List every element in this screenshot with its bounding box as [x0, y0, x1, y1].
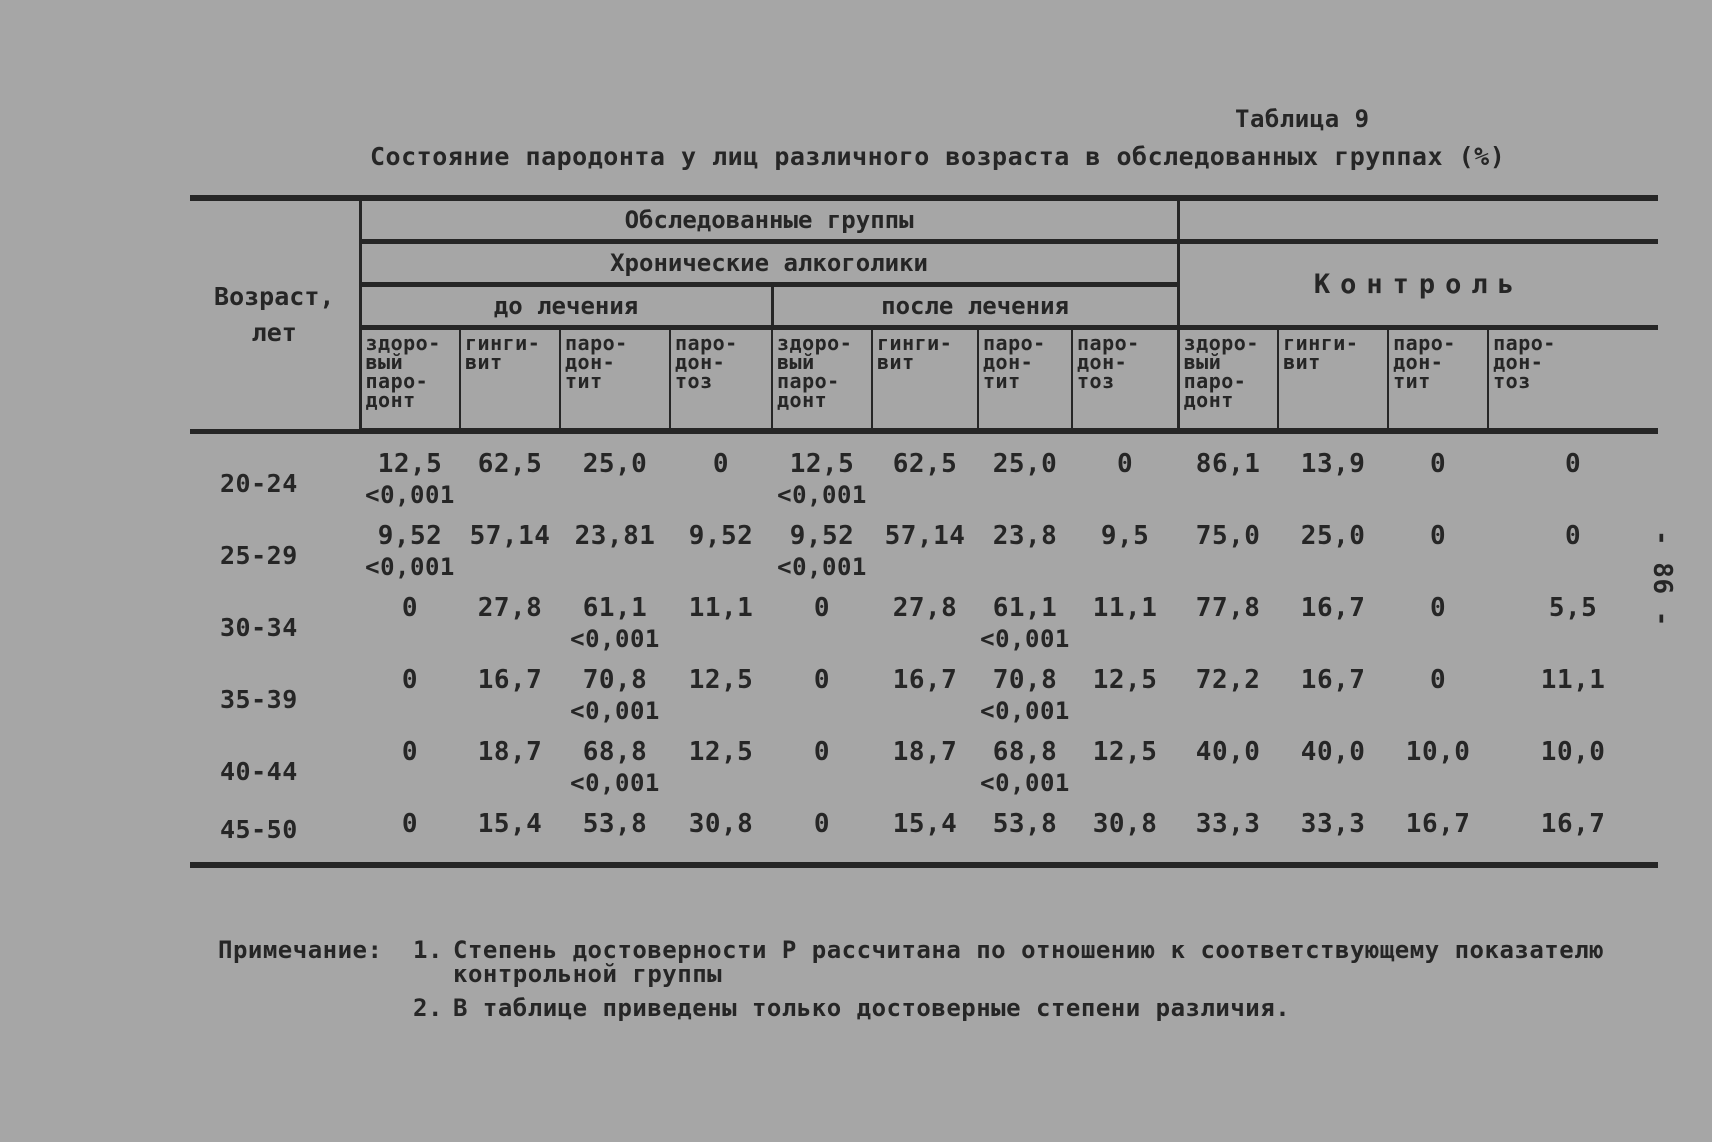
value-cell	[1278, 520, 1388, 592]
note-1	[218, 938, 1658, 986]
percent-value: 18,7	[892, 737, 958, 767]
age-cell: 45-50	[220, 815, 298, 844]
value-cell	[460, 664, 560, 736]
percent-value: 15,4	[892, 809, 958, 839]
value-cell	[460, 592, 560, 664]
percent-value: 9,52	[377, 521, 443, 551]
value-cell	[1178, 448, 1278, 520]
value-cell	[1072, 808, 1178, 852]
value-cell	[978, 664, 1072, 736]
p-value: <0,001	[365, 481, 455, 509]
column-header: паро- дон- тит	[978, 328, 1072, 432]
column-header: здоро- вый паро- донт	[360, 328, 460, 432]
p-value: <0,001	[570, 625, 660, 653]
value-cell	[1178, 592, 1278, 664]
column-header: паро- дон- тоз	[670, 328, 772, 432]
percent-value: 62,5	[477, 449, 543, 479]
column-header: паро- дон- тоз	[1488, 328, 1658, 432]
value-cell	[360, 448, 460, 520]
percent-value: 12,5	[377, 449, 443, 479]
value-cell	[872, 736, 978, 808]
value-cell	[772, 736, 872, 808]
percent-value: 0	[1430, 665, 1447, 695]
value-cell	[560, 808, 670, 852]
percent-value: 0	[813, 665, 831, 695]
percent-value: 10,0	[1405, 737, 1471, 767]
value-cell	[670, 592, 772, 664]
percent-value: 0	[401, 593, 419, 623]
after-treatment-header: после лечения	[772, 285, 1178, 328]
before-treatment-header: до лечения	[360, 285, 772, 328]
table-row	[190, 664, 1658, 736]
value-cell	[772, 448, 872, 520]
column-header: гинги- вит	[460, 328, 560, 432]
value-cell	[460, 808, 560, 852]
notes	[218, 938, 1658, 1030]
percent-value: 16,7	[477, 665, 543, 695]
column-header: гинги- вит	[1278, 328, 1388, 432]
p-value: <0,001	[365, 553, 455, 581]
note-2	[218, 996, 1658, 1020]
percent-value: 0	[1430, 521, 1447, 551]
value-cell	[872, 592, 978, 664]
percent-value: 23,8	[992, 521, 1058, 551]
note-text: В таблице приведены только достоверные степени различия.	[453, 994, 1291, 1022]
table-number: Таблица 9	[1235, 105, 1370, 133]
value-cell	[460, 520, 560, 592]
value-cell	[670, 808, 772, 852]
value-cell	[1278, 808, 1388, 852]
percent-value: 10,0	[1540, 737, 1606, 767]
percent-value: 72,2	[1195, 665, 1261, 695]
percent-value: 62,5	[892, 449, 958, 479]
surveyed-groups-header: Обследованные группы	[360, 198, 1178, 242]
value-cell	[1278, 592, 1388, 664]
table-row	[190, 520, 1658, 592]
p-value: <0,001	[570, 697, 660, 725]
column-subheaders	[190, 328, 1658, 432]
value-cell	[1388, 664, 1488, 736]
percent-value: 61,1	[582, 593, 648, 623]
value-cell	[1488, 448, 1658, 520]
value-cell	[1278, 448, 1388, 520]
percent-value: 25,0	[582, 449, 648, 479]
note-number: 1.	[413, 936, 443, 964]
percent-value: 57,14	[884, 521, 966, 551]
value-cell	[1178, 520, 1278, 592]
percent-value: 0	[813, 593, 831, 623]
percent-value: 16,7	[1540, 809, 1606, 839]
p-value: <0,001	[777, 481, 867, 509]
value-cell	[670, 664, 772, 736]
value-cell	[460, 736, 560, 808]
percent-value: 70,8	[582, 665, 648, 695]
percent-value: 12,5	[688, 665, 754, 695]
value-cell	[772, 664, 872, 736]
percent-value: 0	[401, 809, 419, 839]
percent-value: 16,7	[1300, 665, 1366, 695]
value-cell	[1388, 448, 1488, 520]
age-cell: 35-39	[220, 685, 298, 714]
column-header: паро- дон- тоз	[1072, 328, 1178, 432]
table-row	[190, 808, 1658, 852]
p-value: <0,001	[777, 553, 867, 581]
age-cell: 40-44	[220, 757, 298, 786]
percent-value: 13,9	[1300, 449, 1366, 479]
percent-value: 0	[813, 809, 831, 839]
percent-value: 57,14	[469, 521, 551, 551]
value-cell	[360, 592, 460, 664]
percent-value: 0	[401, 665, 419, 695]
value-cell	[1278, 736, 1388, 808]
percent-value: 0	[813, 737, 831, 767]
value-cell	[772, 520, 872, 592]
value-cell	[670, 448, 772, 520]
percent-value: 0	[712, 449, 730, 479]
percent-value: 15,4	[477, 809, 543, 839]
value-cell	[360, 664, 460, 736]
percent-value: 16,7	[892, 665, 958, 695]
column-header: паро- дон- тит	[1388, 328, 1488, 432]
value-cell	[1072, 736, 1178, 808]
percent-value: 0	[1565, 521, 1582, 551]
control-header: Контроль	[1178, 242, 1658, 328]
percent-value: 27,8	[892, 593, 958, 623]
value-cell	[772, 808, 872, 852]
percent-value: 40,0	[1300, 737, 1366, 767]
value-cell	[872, 664, 978, 736]
percent-value: 68,8	[992, 737, 1058, 767]
value-cell	[1488, 520, 1658, 592]
value-cell	[560, 664, 670, 736]
value-cell	[978, 448, 1072, 520]
page-number: - 86 -	[1647, 530, 1677, 627]
value-cell	[560, 520, 670, 592]
value-cell	[360, 736, 460, 808]
percent-value: 70,8	[992, 665, 1058, 695]
column-header: здоро- вый паро- донт	[1178, 328, 1278, 432]
value-cell	[1488, 592, 1658, 664]
percent-value: 0	[401, 737, 419, 767]
value-cell	[560, 448, 670, 520]
percent-value: 61,1	[992, 593, 1058, 623]
percent-value: 25,0	[992, 449, 1058, 479]
value-cell	[460, 448, 560, 520]
note-number: 2.	[413, 994, 443, 1022]
percent-value: 75,0	[1195, 521, 1261, 551]
percent-value: 16,7	[1405, 809, 1471, 839]
notes-label: Примечание:	[218, 936, 383, 964]
value-cell	[1388, 808, 1488, 852]
periodontium-table	[190, 195, 1658, 868]
percent-value: 12,5	[1092, 665, 1158, 695]
percent-value: 23,81	[574, 521, 656, 551]
percent-value: 5,5	[1548, 593, 1598, 623]
percent-value: 30,8	[688, 809, 754, 839]
table-body	[190, 431, 1658, 865]
percent-value: 33,3	[1300, 809, 1366, 839]
percent-value: 53,8	[582, 809, 648, 839]
column-header: гинги- вит	[872, 328, 978, 432]
value-cell	[1072, 592, 1178, 664]
value-cell	[772, 592, 872, 664]
percent-value: 16,7	[1300, 593, 1366, 623]
value-cell	[978, 520, 1072, 592]
value-cell	[670, 520, 772, 592]
percent-value: 77,8	[1195, 593, 1261, 623]
value-cell	[1072, 520, 1178, 592]
value-cell	[1178, 736, 1278, 808]
value-cell	[1488, 664, 1658, 736]
chronic-alcoholics-header: Хронические алкоголики	[360, 242, 1178, 285]
value-cell	[1388, 520, 1488, 592]
value-cell	[872, 448, 978, 520]
p-value: <0,001	[980, 697, 1070, 725]
percent-value: 40,0	[1195, 737, 1261, 767]
percent-value: 18,7	[477, 737, 543, 767]
control-spacer	[1178, 198, 1658, 242]
percent-value: 11,1	[688, 593, 754, 623]
percent-value: 12,5	[688, 737, 754, 767]
percent-value: 30,8	[1092, 809, 1158, 839]
p-value: <0,001	[980, 769, 1070, 797]
percent-value: 68,8	[582, 737, 648, 767]
value-cell	[1278, 664, 1388, 736]
table-row	[190, 592, 1658, 664]
percent-value: 0	[1565, 449, 1582, 479]
percent-value: 33,3	[1195, 809, 1261, 839]
table-title: Состояние пародонта у лиц различного возраста в обследованных группах (%)	[370, 142, 1506, 171]
value-cell	[872, 808, 978, 852]
value-cell	[360, 520, 460, 592]
value-cell	[670, 736, 772, 808]
age-cell: 25-29	[220, 541, 298, 570]
percent-value: 9,52	[688, 521, 754, 551]
value-cell	[978, 592, 1072, 664]
value-cell	[1178, 664, 1278, 736]
value-cell	[1072, 448, 1178, 520]
value-cell	[1388, 736, 1488, 808]
percent-value: 0	[1116, 449, 1134, 479]
table-row	[190, 448, 1658, 520]
value-cell	[872, 520, 978, 592]
percent-value: 11,1	[1092, 593, 1158, 623]
value-cell	[978, 808, 1072, 852]
value-cell	[360, 808, 460, 852]
value-cell	[1388, 592, 1488, 664]
value-cell	[1488, 808, 1658, 852]
p-value: <0,001	[570, 769, 660, 797]
percent-value: 9,52	[789, 521, 855, 551]
value-cell	[560, 736, 670, 808]
value-cell	[560, 592, 670, 664]
column-header: паро- дон- тит	[560, 328, 670, 432]
percent-value: 27,8	[477, 593, 543, 623]
table-row	[190, 736, 1658, 808]
percent-value: 25,0	[1300, 521, 1366, 551]
percent-value: 9,5	[1100, 521, 1150, 551]
percent-value: 11,1	[1540, 665, 1606, 695]
p-value: <0,001	[980, 625, 1070, 653]
percent-value: 0	[1430, 449, 1447, 479]
percent-value: 53,8	[992, 809, 1058, 839]
age-column-header: Возраст, лет	[190, 198, 360, 431]
value-cell	[1178, 808, 1278, 852]
column-header: здоро- вый паро- донт	[772, 328, 872, 432]
value-cell	[978, 736, 1072, 808]
value-cell	[1072, 664, 1178, 736]
value-cell	[1488, 736, 1658, 808]
percent-value: 12,5	[1092, 737, 1158, 767]
percent-value: 0	[1430, 593, 1447, 623]
age-cell: 20-24	[220, 469, 298, 498]
percent-value: 12,5	[789, 449, 855, 479]
note-text: Степень достоверности P рассчитана по отношению к соответствующему показателю контрольной группы	[453, 936, 1605, 988]
percent-value: 86,1	[1195, 449, 1261, 479]
age-cell: 30-34	[220, 613, 298, 642]
